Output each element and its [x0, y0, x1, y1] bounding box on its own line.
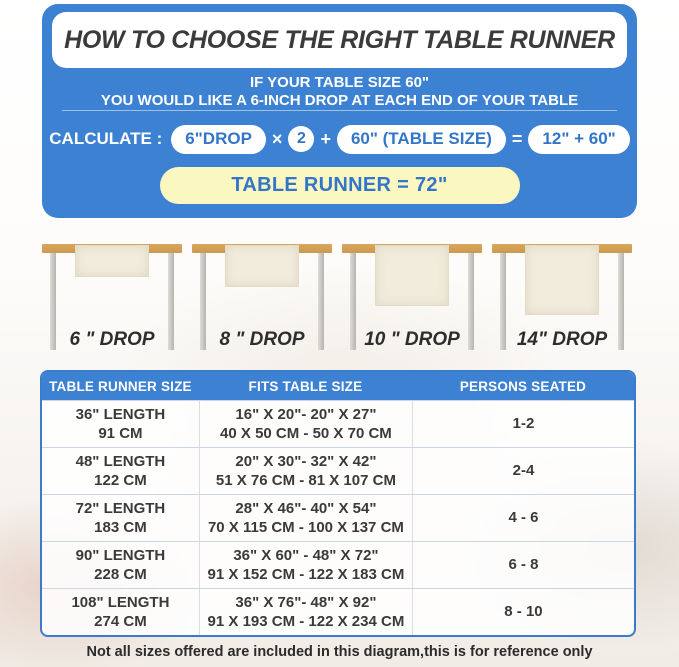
table-illustration-14-drop: [492, 244, 632, 354]
fits-cm: 40 X 50 CM - 50 X 70 CM: [220, 425, 392, 442]
length-cm: 228 CM: [94, 566, 147, 583]
persons-value: 2-4: [512, 462, 535, 480]
fits-inches: 20" X 30"- 32" X 42": [235, 452, 377, 470]
fits-cm: 70 X 115 CM - 100 X 137 CM: [207, 519, 404, 536]
length-cm: 122 CM: [94, 472, 147, 489]
persons-value: 4 - 6: [508, 509, 539, 527]
column-header-fits-table-size: FITS TABLE SIZE: [248, 378, 363, 394]
persons-cell: [412, 401, 634, 447]
runner-size-cell: [42, 401, 199, 447]
runner-size-cell: [42, 542, 199, 588]
drop-label: 6 " DROP: [69, 329, 155, 350]
drop-label: 14" DROP: [516, 329, 608, 350]
persons-cell: [412, 448, 634, 494]
table-runner-drape: [525, 245, 599, 315]
drop-illustrations: [42, 244, 637, 354]
fits-size-cell: [199, 448, 412, 494]
disclaimer-note: Not all sizes offered are included in this diagram,this is for reference only: [86, 644, 593, 660]
runner-size-cell: [42, 589, 199, 635]
column-header-runner-size: TABLE RUNNER SIZE: [49, 378, 192, 394]
table-runner-drape: [75, 245, 149, 277]
runner-size-cell: [42, 448, 199, 494]
table-row: [42, 400, 634, 447]
title-box: [52, 12, 627, 68]
length-inches: 48" LENGTH: [75, 452, 166, 470]
persons-value: 6 - 8: [508, 556, 539, 574]
table-illustration-10-drop: [342, 244, 482, 354]
length-cm: 183 CM: [94, 519, 147, 536]
fits-size-cell: [199, 542, 412, 588]
table-row: [42, 588, 634, 635]
equals-symbol: =: [511, 128, 523, 149]
table-row: [42, 447, 634, 494]
intro-text: [42, 74, 637, 110]
table-runner-drape: [375, 245, 449, 306]
length-inches: 72" LENGTH: [75, 499, 166, 517]
length-cm: 274 CM: [94, 613, 147, 630]
table-runner-drape: [225, 245, 299, 287]
fits-size-cell: [199, 495, 412, 541]
table-row: [42, 494, 634, 541]
multiplier-badge: 2: [288, 126, 314, 152]
page-title: HOW TO CHOOSE THE RIGHT TABLE RUNNER: [64, 25, 615, 54]
table-illustration-6-drop: [42, 244, 182, 354]
persons-cell: [412, 495, 634, 541]
calculate-label: CALCULATE :: [49, 129, 163, 148]
table-size-pill: 60" (TABLE SIZE): [337, 125, 506, 154]
fits-size-cell: [199, 401, 412, 447]
length-inches: 36" LENGTH: [75, 405, 166, 423]
length-inches: 90" LENGTH: [75, 546, 166, 564]
length-inches: 108" LENGTH: [71, 593, 170, 611]
runner-size-cell: [42, 495, 199, 541]
calculation-row: [42, 123, 637, 155]
persons-cell: [412, 589, 634, 635]
table-row: [42, 541, 634, 588]
divider-line: [62, 110, 617, 111]
drop-label: 8 " DROP: [219, 329, 305, 350]
fits-inches: 36" X 60" - 48" X 72": [233, 546, 379, 564]
fits-size-cell: [199, 589, 412, 635]
column-header-persons-seated: PERSONS SEATED: [459, 378, 587, 394]
fits-cm: 51 X 76 CM - 81 X 107 CM: [215, 472, 396, 489]
fits-inches: 16" X 20"- 20" X 27": [235, 405, 377, 423]
intro-line-2: YOU WOULD LIKE A 6-INCH DROP AT EACH END OF YOUR TABLE: [100, 92, 579, 109]
fits-cm: 91 X 152 CM - 122 X 183 CM: [207, 566, 405, 583]
persons-value: 1-2: [512, 415, 535, 433]
plus-symbol: +: [320, 128, 331, 149]
drop-pill: 6"DROP: [171, 125, 266, 154]
intro-line-1: IF YOUR TABLE SIZE 60": [249, 74, 430, 91]
result-pill: TABLE RUNNER = 72": [160, 167, 520, 204]
drop-label: 10 " DROP: [364, 329, 460, 350]
sum-pill: 12" + 60": [528, 125, 629, 154]
header-panel: [42, 4, 637, 218]
fits-inches: 36" X 76"- 48" X 92": [235, 593, 377, 611]
length-cm: 91 CM: [98, 425, 143, 442]
fits-cm: 91 X 193 CM - 122 X 234 CM: [207, 613, 405, 630]
persons-cell: [412, 542, 634, 588]
persons-value: 8 - 10: [504, 603, 543, 621]
size-reference-table: [40, 370, 636, 637]
multiply-symbol: ×: [271, 128, 283, 149]
fits-inches: 28" X 46"- 40" X 54": [235, 499, 377, 517]
table-header-row: [42, 372, 634, 400]
table-illustration-8-drop: [192, 244, 332, 354]
